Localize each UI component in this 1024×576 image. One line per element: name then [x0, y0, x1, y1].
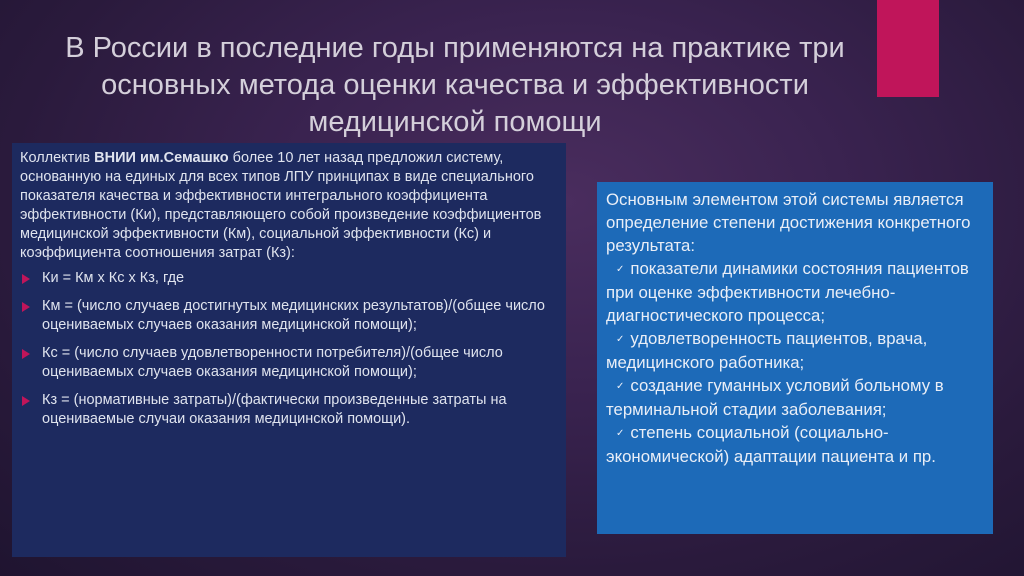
triangle-bullet-icon: [22, 274, 30, 284]
list-item: ✓ создание гуманных условий больному в терминальной стадии заболевания;: [606, 376, 944, 419]
triangle-bullet-icon: [22, 349, 30, 359]
left-intro-bold: ВНИИ им.Семашко: [94, 150, 229, 166]
check-icon: ✓: [616, 381, 625, 392]
check-icon: ✓: [616, 334, 625, 345]
left-intro-prefix: Коллектив: [20, 150, 95, 166]
check-icon: ✓: [616, 264, 625, 275]
check-icon: ✓: [616, 428, 625, 439]
right-intro: Основным элементом этой системы является определение степени достижения конкретного результата:: [606, 190, 971, 255]
left-intro: [20, 149, 558, 263]
list-item: Кз = (нормативные затраты)/(фактически произведенные затраты на оцениваемые случаи оказания медицинской помощи).: [20, 391, 558, 429]
left-panel: [12, 143, 566, 557]
list-item: Км = (число случаев достигнутых медицинских результатов)/(общее число оцениваемых случаев оказания медицинской помощи);: [20, 297, 558, 335]
triangle-bullet-icon: [22, 396, 30, 406]
formula-list: [20, 269, 558, 429]
list-item: Ки = Км х Кс х Кз, где: [20, 269, 558, 288]
list-item: ✓ удовлетворенность пациентов, врача, медицинского работника;: [606, 329, 928, 372]
slide-title: В России в последние годы применяются на практике три основных метода оценки качества и эффективности медицинской помощи: [65, 32, 845, 138]
left-intro-rest: более 10 лет назад предложил систему, основанную на единых для всех типов ЛПУ принципах в виде специального показателя качества и эффективности интегрального коэффициента эффективности (Ки), представляющего собой произведение коэффициентов медицинской эффективности (Км), социальной эффективности (Кс) и коэффициента соотношения затрат (Кз):: [20, 150, 542, 261]
triangle-bullet-icon: [22, 302, 30, 312]
criteria-list: [606, 257, 983, 468]
list-item: Кс = (число случаев удовлетворенности потребителя)/(общее число оцениваемых случаев оказания медицинской помощи);: [20, 344, 558, 382]
list-item: ✓ степень социальной (социально-экономической) адаптации пациента и пр.: [606, 423, 936, 466]
right-panel: [597, 182, 993, 534]
list-item: ✓ показатели динамики состояния пациентов при оценке эффективности лечебно-диагностического процесса;: [606, 259, 969, 325]
accent-bar: [877, 0, 939, 97]
